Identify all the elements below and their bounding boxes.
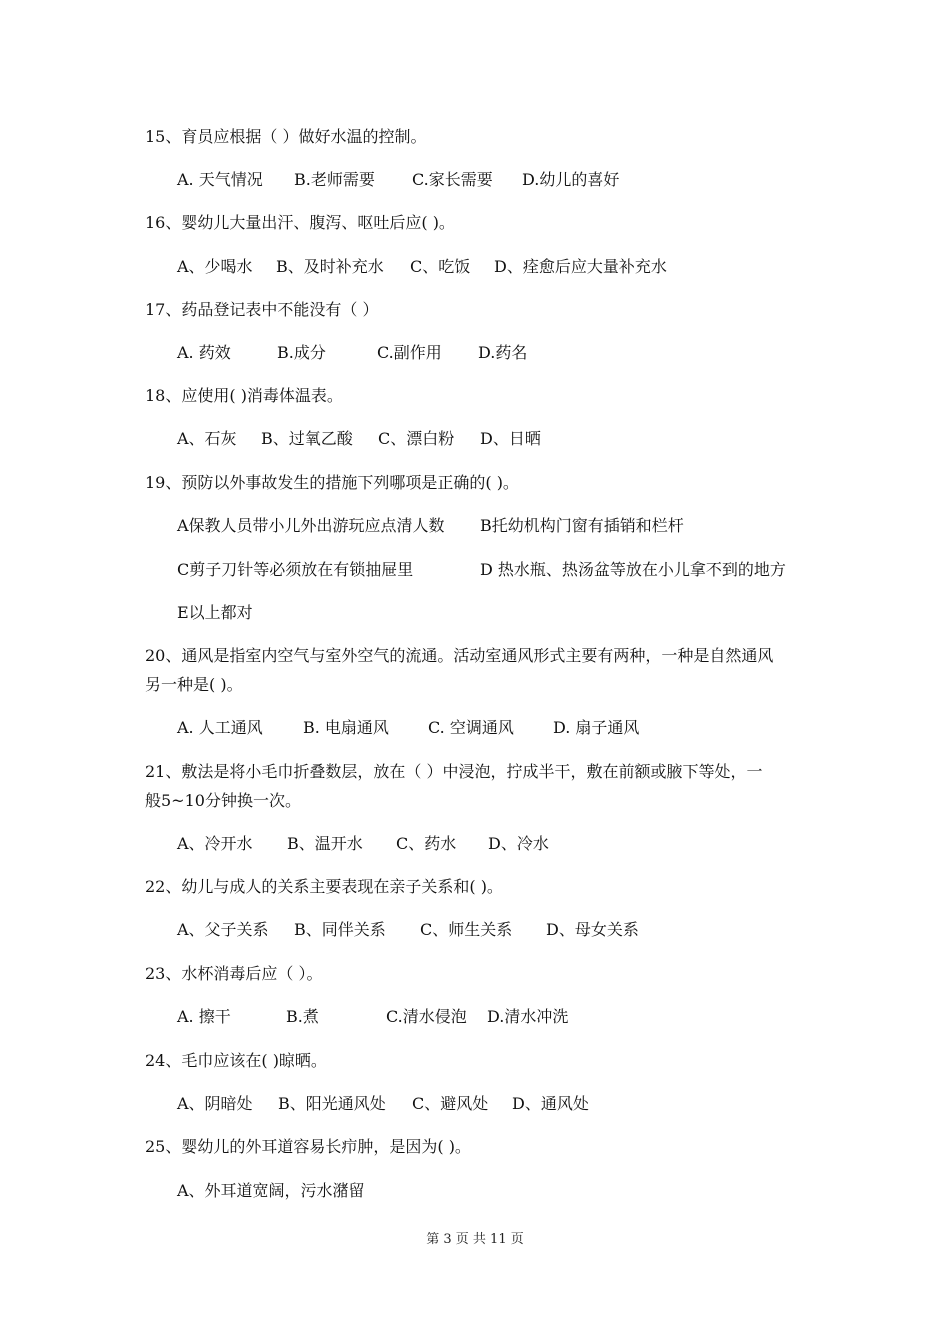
question-24-stem: 24、毛巾应该在( )晾晒。 bbox=[145, 1051, 327, 1070]
option: B托幼机构门窗有插销和栏杆 bbox=[480, 516, 684, 535]
question-19-options-row2 bbox=[177, 559, 786, 581]
question-15-stem: 15、育员应根据（ ）做好水温的控制。 bbox=[145, 127, 427, 146]
question-15-options bbox=[177, 169, 619, 191]
option: B.老师需要 bbox=[294, 170, 375, 189]
question-21-stem-cont: 般5~10分钟换一次。 bbox=[145, 791, 301, 810]
option: C、吃饭 bbox=[410, 257, 471, 276]
question-20-stem-cont: 另一种是( )。 bbox=[145, 675, 243, 694]
option: B. 电扇通风 bbox=[303, 718, 389, 737]
option: D、冷水 bbox=[488, 834, 549, 853]
option: A、阴暗处 bbox=[177, 1094, 253, 1113]
option: A. 人工通风 bbox=[177, 718, 263, 737]
option: C、避风处 bbox=[412, 1094, 489, 1113]
option: A. 药效 bbox=[177, 343, 231, 362]
question-19-stem: 19、预防以外事故发生的措施下列哪项是正确的( )。 bbox=[145, 473, 519, 492]
option: C、漂白粉 bbox=[378, 429, 455, 448]
option: B、同伴关系 bbox=[294, 920, 386, 939]
question-23-options bbox=[177, 1006, 568, 1028]
option: E以上都对 bbox=[177, 603, 253, 622]
question-19-options-row3 bbox=[177, 602, 253, 624]
option: C.副作用 bbox=[377, 343, 442, 362]
option: A、父子关系 bbox=[177, 920, 269, 939]
question-21-options bbox=[177, 833, 549, 855]
option: D. 扇子通风 bbox=[553, 718, 640, 737]
option: C.家长需要 bbox=[412, 170, 493, 189]
option: D、通风处 bbox=[512, 1094, 589, 1113]
question-17-stem: 17、药品登记表中不能没有（ ） bbox=[145, 300, 379, 319]
option: C. 空调通风 bbox=[428, 718, 514, 737]
option: B.成分 bbox=[277, 343, 326, 362]
option: A、石灰 bbox=[177, 429, 237, 448]
question-16-options bbox=[177, 256, 667, 278]
option: C、师生关系 bbox=[420, 920, 513, 939]
option: D.幼儿的喜好 bbox=[522, 170, 620, 189]
option: D、母女关系 bbox=[546, 920, 639, 939]
option: A. 擦干 bbox=[177, 1007, 231, 1026]
question-20-stem: 20、通风是指室内空气与室外空气的流通。活动室通风形式主要有两种，一种是自然通风 bbox=[145, 646, 774, 665]
option: D 热水瓶、热汤盆等放在小儿拿不到的地方 bbox=[480, 560, 786, 579]
option: A、冷开水 bbox=[177, 834, 253, 853]
option: A保教人员带小儿外出游玩应点清人数 bbox=[177, 516, 445, 535]
option: B、及时补充水 bbox=[276, 257, 384, 276]
question-22-options bbox=[177, 919, 639, 941]
question-21-stem: 21、敷法是将小毛巾折叠数层，放在（ ）中浸泡，拧成半干，敷在前额或腋下等处，一 bbox=[145, 762, 763, 781]
option: A. 天气情况 bbox=[177, 170, 263, 189]
option: B、阳光通风处 bbox=[278, 1094, 386, 1113]
option: C、药水 bbox=[396, 834, 457, 853]
option: A、外耳道宽阔，污水潴留 bbox=[177, 1181, 365, 1200]
question-23-stem: 23、水杯消毒后应（ ）。 bbox=[145, 964, 323, 983]
question-25-options bbox=[177, 1180, 365, 1202]
option: C.清水侵泡 bbox=[386, 1007, 467, 1026]
question-19-options-row1 bbox=[177, 515, 684, 537]
page-footer: 第 3 页 共 11 页 bbox=[426, 1232, 524, 1247]
question-22-stem: 22、幼儿与成人的关系主要表现在亲子关系和( )。 bbox=[145, 877, 503, 896]
option: D.清水冲洗 bbox=[487, 1007, 569, 1026]
option: B、过氧乙酸 bbox=[261, 429, 353, 448]
option: B、温开水 bbox=[287, 834, 363, 853]
option: D、痊愈后应大量补充水 bbox=[494, 257, 667, 276]
option: B.煮 bbox=[286, 1007, 319, 1026]
option: D.药名 bbox=[478, 343, 528, 362]
question-17-options bbox=[177, 342, 527, 364]
question-24-options bbox=[177, 1093, 589, 1115]
option: A、少喝水 bbox=[177, 257, 253, 276]
option: C剪子刀针等必须放在有锁抽屉里 bbox=[177, 560, 414, 579]
question-18-stem: 18、应使用( )消毒体温表。 bbox=[145, 386, 343, 405]
question-18-options bbox=[177, 428, 541, 450]
question-16-stem: 16、婴幼儿大量出汗、腹泻、呕吐后应( )。 bbox=[145, 213, 455, 232]
question-25-stem: 25、婴幼儿的外耳道容易长疖肿，是因为( )。 bbox=[145, 1137, 471, 1156]
option: D、日晒 bbox=[480, 429, 541, 448]
question-20-options bbox=[177, 717, 639, 739]
